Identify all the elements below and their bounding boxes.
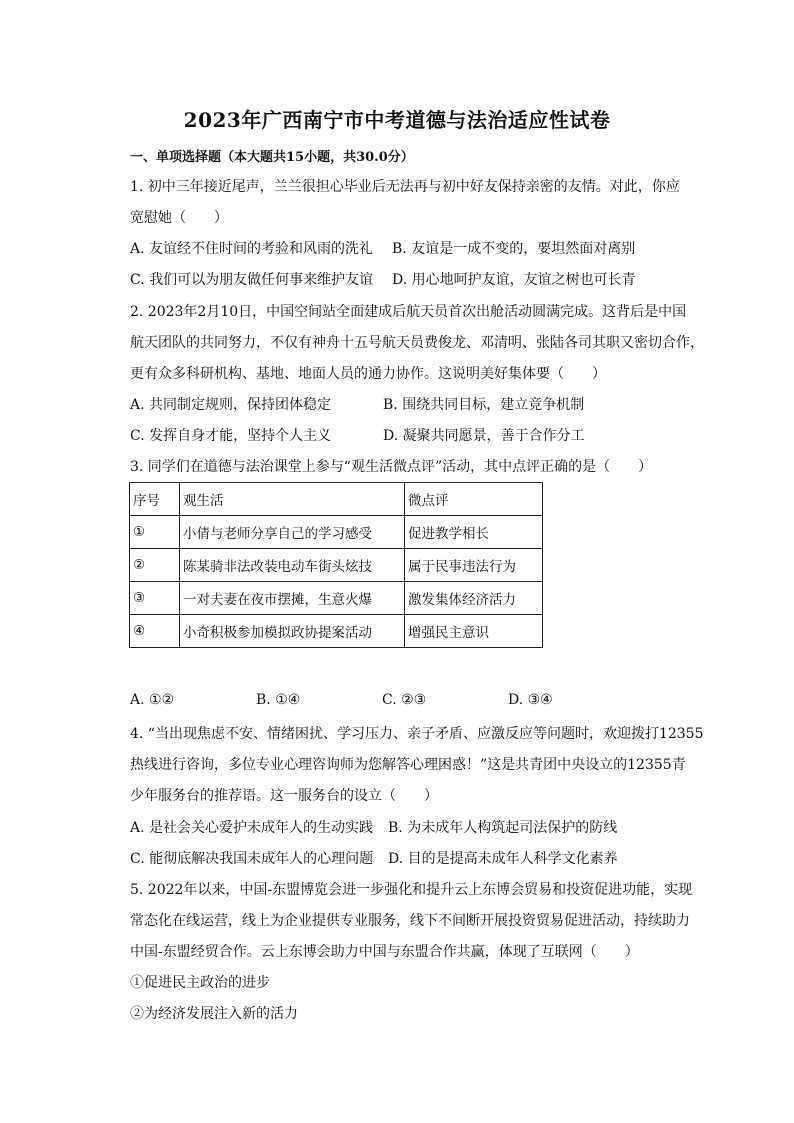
table-cell: 陈某骑非法改装电动车街头炫技 <box>180 549 405 582</box>
q1-option-b: B. 友谊是一成不变的，要坦然面对离别 <box>392 241 636 257</box>
table-row <box>130 615 543 648</box>
table-header-cell: 观生活 <box>180 483 405 516</box>
q3-option-d: D. ③④ <box>508 692 553 708</box>
table-cell: 增强民主意识 <box>405 615 543 648</box>
q1-stem-line-2: 宽慰她（ ） <box>130 210 228 226</box>
q2-stem-line-1: 2. 2023年2月10日，中国空间站全面建成后航天员首次出舱活动圆满完成。这背后是中国 <box>130 304 687 320</box>
table-cell: 属于民事违法行为 <box>405 549 543 582</box>
table-header-row <box>130 483 543 516</box>
table-header-cell: 序号 <box>130 483 180 516</box>
table-row <box>130 582 543 615</box>
q2-option-c: C. 发挥自身才能，坚持个人主义 <box>130 428 332 444</box>
table-cell: ② <box>130 549 180 582</box>
q4-option-c: C. 能彻底解决我国未成年人的心理问题 <box>130 851 374 867</box>
table-row <box>130 516 543 549</box>
table-row <box>130 549 543 582</box>
q2-stem-line-2: 航天团队的共同努力，不仅有神舟十五号航天员费俊龙、邓清明、张陆各司其职又密切合作， <box>130 335 704 351</box>
q3-option-c: C. ②③ <box>382 692 427 708</box>
table-cell: ③ <box>130 582 180 615</box>
table-cell: 促进教学相长 <box>405 516 543 549</box>
q4-option-b: B. 为未成年人构筑起司法保护的防线 <box>388 820 618 836</box>
q5-stem-line-1: 5. 2022年以来，中国-东盟博览会进一步强化和提升云上东博会贸易和投资促进功能，实现 <box>130 882 693 898</box>
q5-statement-1: ①促进民主政治的进步 <box>130 975 270 991</box>
q3-option-b: B. ①④ <box>256 692 301 708</box>
table-cell: 一对夫妻在夜市摆摊，生意火爆 <box>180 582 405 615</box>
q4-option-d: D. 目的是提高未成年人科学文化素养 <box>388 851 618 867</box>
q5-statement-2: ②为经济发展注入新的活力 <box>130 1006 298 1022</box>
q4-stem-line-3: 少年服务台的推荐语。这一服务台的设立（ ） <box>130 788 438 804</box>
q2-option-d: D. 凝聚共同愿景，善于合作分工 <box>383 428 585 444</box>
q2-option-b: B. 围绕共同目标，建立竞争机制 <box>383 397 585 413</box>
q2-stem-line-3: 更有众多科研机构、基地、地面人员的通力协作。这说明美好集体要（ ） <box>130 366 606 382</box>
q4-option-a: A. 是社会关心爱护未成年人的生动实践 <box>130 820 374 836</box>
table-cell: 激发集体经济活力 <box>405 582 543 615</box>
q5-stem-line-2: 常态化在线运营，线上为企业提供专业服务，线下不间断开展投资贸易促进活动，持续助力 <box>130 913 690 929</box>
table-cell: 小奇积极参加模拟政协提案活动 <box>180 615 405 648</box>
q1-option-d: D. 用心地呵护友谊，友谊之树也可长青 <box>392 272 636 288</box>
section-heading: 一、单项选择题（本大题共15小题，共30.0分） <box>130 150 414 165</box>
q4-stem-line-2: 热线进行咨询，多位专业心理咨询师为您解答心理困惑！”这是共青团中央设立的12355青 <box>130 757 686 773</box>
q1-option-c: C. 我们可以为朋友做任何事来维护友谊 <box>130 272 374 288</box>
table-cell: 小倩与老师分享自己的学习感受 <box>180 516 405 549</box>
table-cell: ① <box>130 516 180 549</box>
q1-option-a: A. 友谊经不住时间的考验和风雨的洗礼 <box>130 241 374 257</box>
q3-stem-line-1: 3. 同学们在道德与法治课堂上参与“观生活微点评”活动，其中点评正确的是（ ） <box>130 459 653 475</box>
q5-stem-line-3: 中国-东盟经贸合作。云上东博会助力中国与东盟合作共赢，体现了互联网（ ） <box>130 944 639 960</box>
q4-stem-line-1: 4. “当出现焦虑不安、情绪困扰、学习压力、亲子矛盾、应激反应等问题时，欢迎拨打12355 <box>130 726 704 742</box>
q1-stem-line-1: 1. 初中三年接近尾声，兰兰很担心毕业后无法再与初中好友保持亲密的友情。对此，你应 <box>130 179 680 195</box>
table-cell: ④ <box>130 615 180 648</box>
q3-option-a: A. ①② <box>130 692 175 708</box>
q3-table <box>129 482 543 648</box>
table-header-cell: 微点评 <box>405 483 543 516</box>
exam-title: 2023年广西南宁市中考道德与法治适应性试卷 <box>183 108 611 132</box>
q2-option-a: A. 共同制定规则，保持团体稳定 <box>130 397 332 413</box>
